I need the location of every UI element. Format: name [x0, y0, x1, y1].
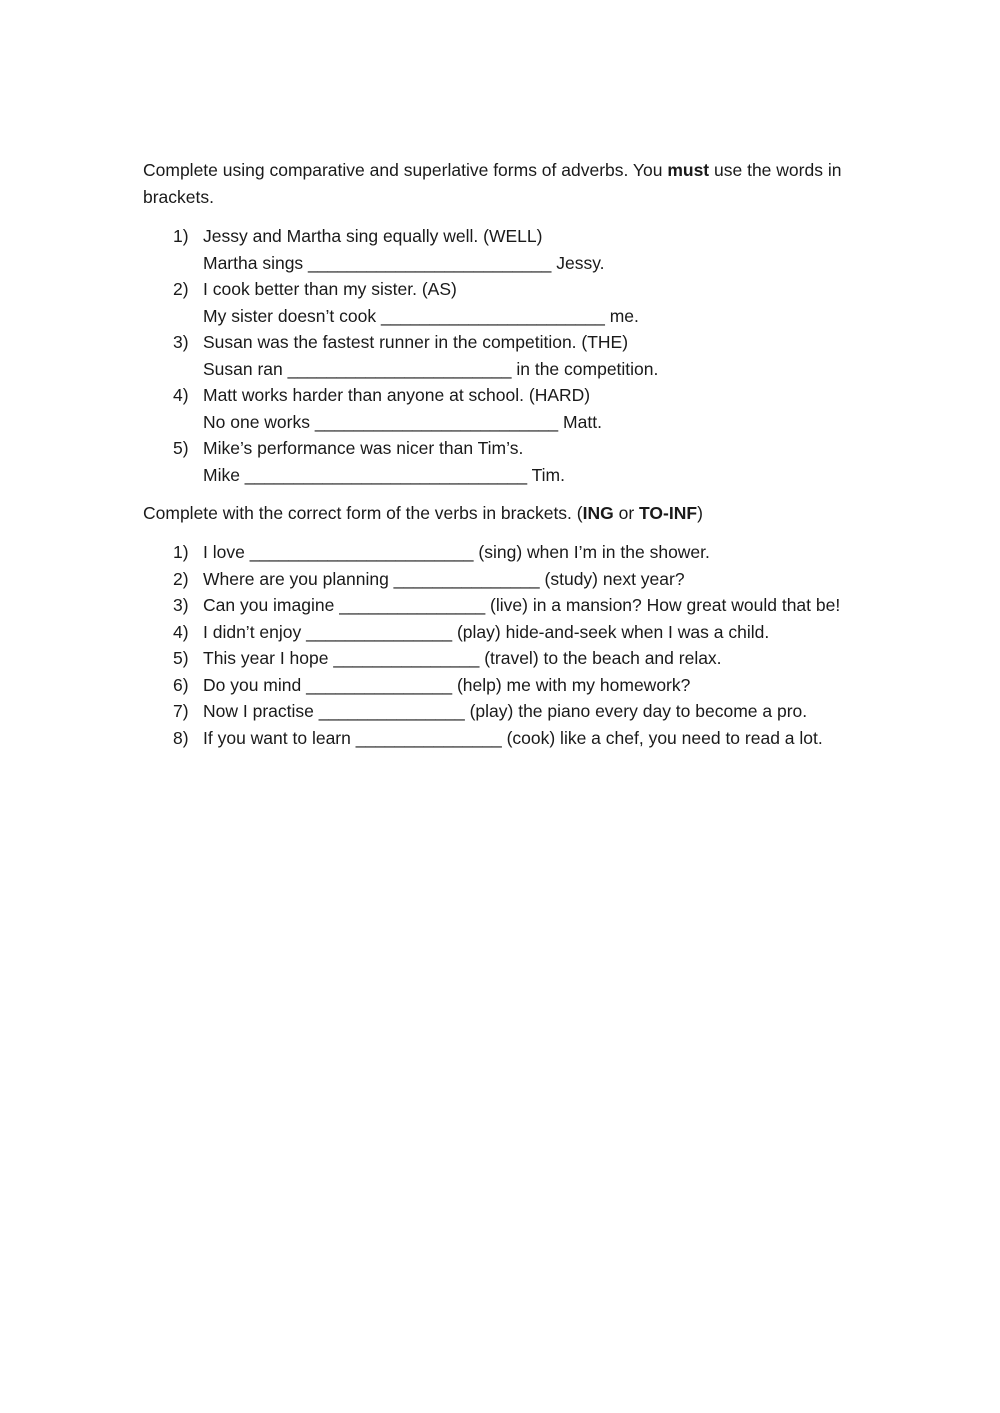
- item-sentence: I cook better than my sister. (AS): [203, 279, 457, 299]
- item-number: 1): [173, 226, 189, 246]
- list-item[interactable]: [143, 645, 843, 672]
- item-answer-line[interactable]: Susan ran _______________________ in the competition.: [203, 358, 659, 379]
- item-sentence: Jessy and Martha sing equally well. (WELL): [203, 226, 543, 246]
- list-item[interactable]: [143, 592, 843, 619]
- item-number: 2): [173, 568, 189, 589]
- item-sentence[interactable]: If you want to learn _______________ (cook) like a chef, you need to read a lot.: [203, 727, 823, 748]
- item-number: 6): [173, 674, 189, 695]
- item-sentence[interactable]: I didn’t enjoy _______________ (play) hide-and-seek when I was a child.: [203, 621, 770, 642]
- list-item: [143, 435, 843, 488]
- item-number: 4): [173, 385, 189, 405]
- item-number: 3): [173, 332, 189, 352]
- item-sentence: Susan was the fastest runner in the competition. (THE): [203, 332, 629, 352]
- item-sentence: Matt works harder than anyone at school. (HARD): [203, 385, 591, 405]
- item-answer-line[interactable]: No one works _________________________ Matt.: [203, 411, 602, 432]
- instruction-text: Complete using comparative and superlative forms of adverbs. You: [143, 160, 668, 180]
- item-number: 5): [173, 648, 189, 668]
- item-number: 4): [173, 621, 189, 642]
- section2-instruction: [143, 500, 843, 527]
- item-number: 8): [173, 727, 189, 748]
- list-item[interactable]: [143, 566, 843, 593]
- list-item[interactable]: [143, 725, 843, 752]
- item-sentence[interactable]: Can you imagine _______________ (live) in a mansion? How great would that be!: [203, 595, 841, 615]
- item-answer-line[interactable]: My sister doesn’t cook _______________________ me.: [203, 305, 639, 326]
- item-sentence: Mike’s performance was nicer than Tim’s.: [203, 438, 524, 458]
- list-item: [143, 329, 843, 382]
- list-item: [143, 276, 843, 329]
- section1-list: [143, 223, 843, 488]
- item-sentence[interactable]: Now I practise _______________ (play) the piano every day to become a pro.: [203, 701, 808, 721]
- item-number: 1): [173, 542, 189, 562]
- item-sentence[interactable]: This year I hope _______________ (travel) to the beach and relax.: [203, 648, 722, 668]
- instruction-text: ): [697, 503, 703, 523]
- instruction-text: use the words in brackets.: [143, 160, 842, 207]
- list-item: [143, 382, 843, 435]
- instruction-text: Complete with the correct form of the verbs in brackets. (: [143, 503, 583, 523]
- section2-list: [143, 539, 843, 751]
- item-number: 7): [173, 701, 189, 721]
- worksheet-page: [143, 157, 843, 751]
- instruction-emphasis: TO-INF: [639, 503, 698, 523]
- item-sentence[interactable]: Do you mind _______________ (help) me with my homework?: [203, 674, 691, 695]
- instruction-emphasis: must: [667, 160, 710, 180]
- item-answer-line[interactable]: Martha sings _________________________ Jessy.: [203, 252, 605, 273]
- item-sentence[interactable]: Where are you planning _______________ (study) next year?: [203, 568, 685, 589]
- instruction-text: or: [613, 503, 640, 523]
- item-answer-line[interactable]: Mike _____________________________ Tim.: [203, 464, 565, 485]
- item-sentence[interactable]: I love _______________________ (sing) when I’m in the shower.: [203, 542, 710, 562]
- list-item[interactable]: [143, 672, 843, 699]
- list-item[interactable]: [143, 619, 843, 646]
- list-item[interactable]: [143, 698, 843, 725]
- instruction-emphasis: ING: [582, 503, 614, 523]
- item-number: 3): [173, 595, 189, 615]
- item-number: 2): [173, 279, 189, 299]
- item-number: 5): [173, 438, 189, 458]
- list-item: [143, 223, 843, 276]
- section1-instruction: [143, 157, 843, 211]
- list-item[interactable]: [143, 539, 843, 566]
